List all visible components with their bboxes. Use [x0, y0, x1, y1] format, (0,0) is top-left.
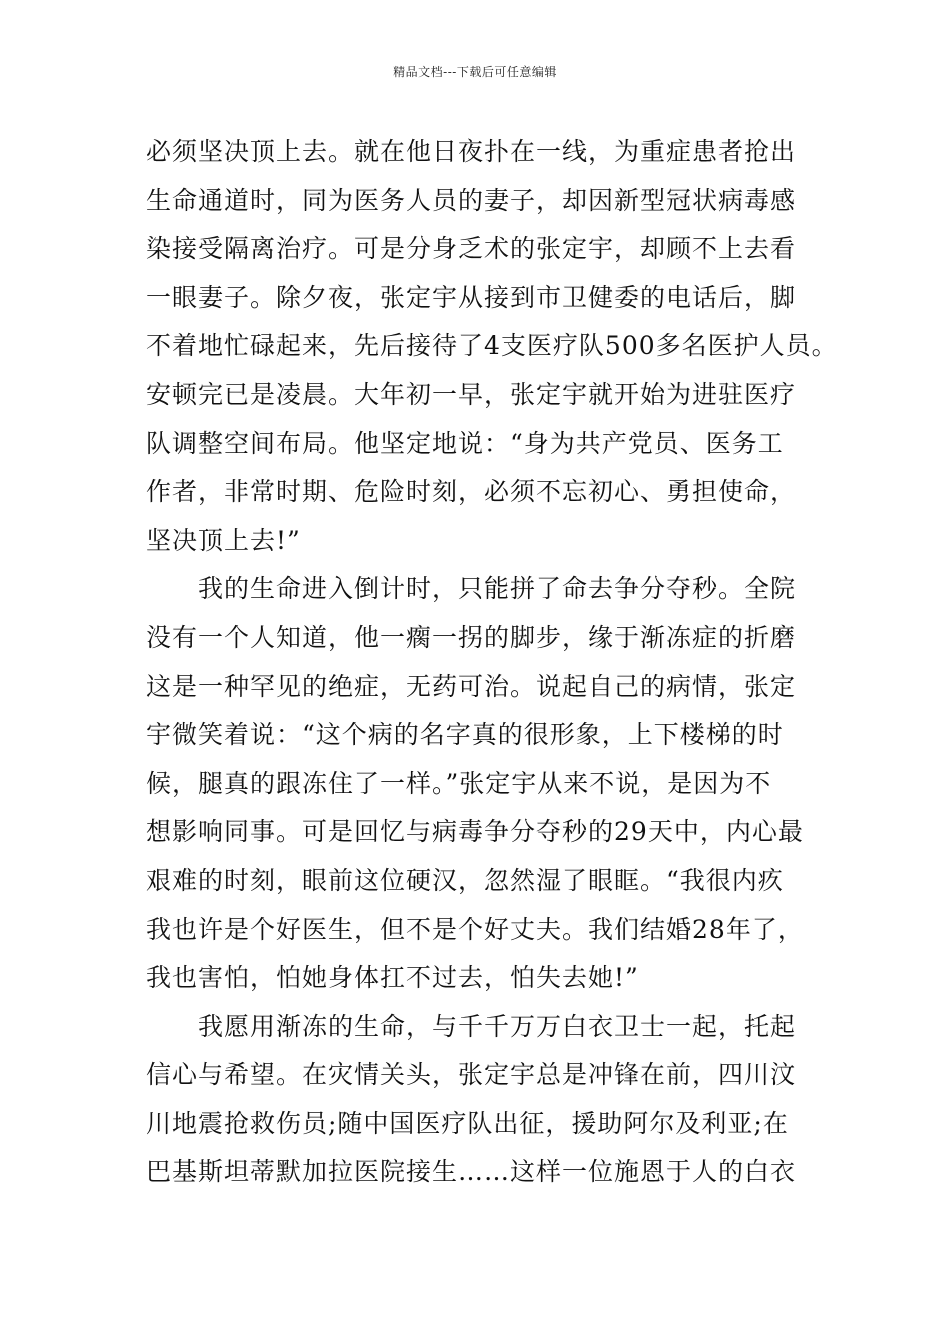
text-line: 信心与希望。在灾情关头，张定宇总是冲锋在前，四川汶 [146, 1060, 797, 1090]
text-line: 生命通道时，同为医务人员的妻子，却因新型冠状病毒感 [146, 185, 797, 215]
body-text [146, 128, 838, 1197]
text-line: 川地震抢救伤员;随中国医疗队出征，援助阿尔及利亚;在 [146, 1108, 789, 1138]
text-line: 宇微笑着说：“这个病的名字真的很形象，上下楼梯的时 [146, 720, 784, 750]
text-line: 一眼妻子。除夕夜，张定宇从接到市卫健委的电话后，脚 [146, 282, 797, 312]
text-line: 我也害怕，怕她身体扛不过去，怕失去她!” [146, 963, 639, 993]
text-line: 队调整空间布局。他坚定地说：“身为共产党员、医务工 [146, 428, 784, 458]
text-line: 想影响同事。可是回忆与病毒争分夺秒的29天中，内心最 [146, 817, 804, 847]
paragraph-start-line: 我愿用渐冻的生命，与千千万万白衣卫士一起，托起 [198, 1011, 797, 1041]
text-line: 作者，非常时期、危险时刻，必须不忘初心、勇担使命， [146, 477, 797, 507]
text-line: 这是一种罕见的绝症，无药可治。说起自己的病情，张定 [146, 671, 797, 701]
text-line: 必须坚决顶上去。就在他日夜扑在一线，为重症患者抢出 [146, 137, 797, 166]
paragraph-start-line: 我的生命进入倒计时，只能拼了命去争分夺秒。全院 [198, 574, 797, 604]
text-line: 安顿完已是凌晨。大年初一早，张定宇就开始为进驻医疗 [146, 379, 797, 409]
text-line: 没有一个人知道，他一瘸一拐的脚步，缘于渐冻症的折磨 [146, 622, 797, 652]
text-line: 我也许是个好医生，但不是个好丈夫。我们结婚28年了， [146, 914, 804, 944]
text-line: 染接受隔离治疗。可是分身乏术的张定宇，却顾不上去看 [146, 234, 797, 264]
text-line: 巴基斯坦蒂默加拉医院接生……这样一位施恩于人的白衣 [146, 1157, 797, 1187]
text-line: 艰难的时刻，眼前这位硬汉，忽然湿了眼眶。“我很内疚 [146, 865, 784, 895]
text-line: 不着地忙碌起来，先后接待了4支医疗队500多名医护人员。 [146, 331, 838, 361]
text-line: 坚决顶上去!” [146, 525, 301, 555]
text-line: 候，腿真的跟冻住了一样。”张定宇从来不说，是因为不 [146, 768, 772, 798]
page-header: 精品文档---下载后可任意编辑 [393, 65, 557, 79]
